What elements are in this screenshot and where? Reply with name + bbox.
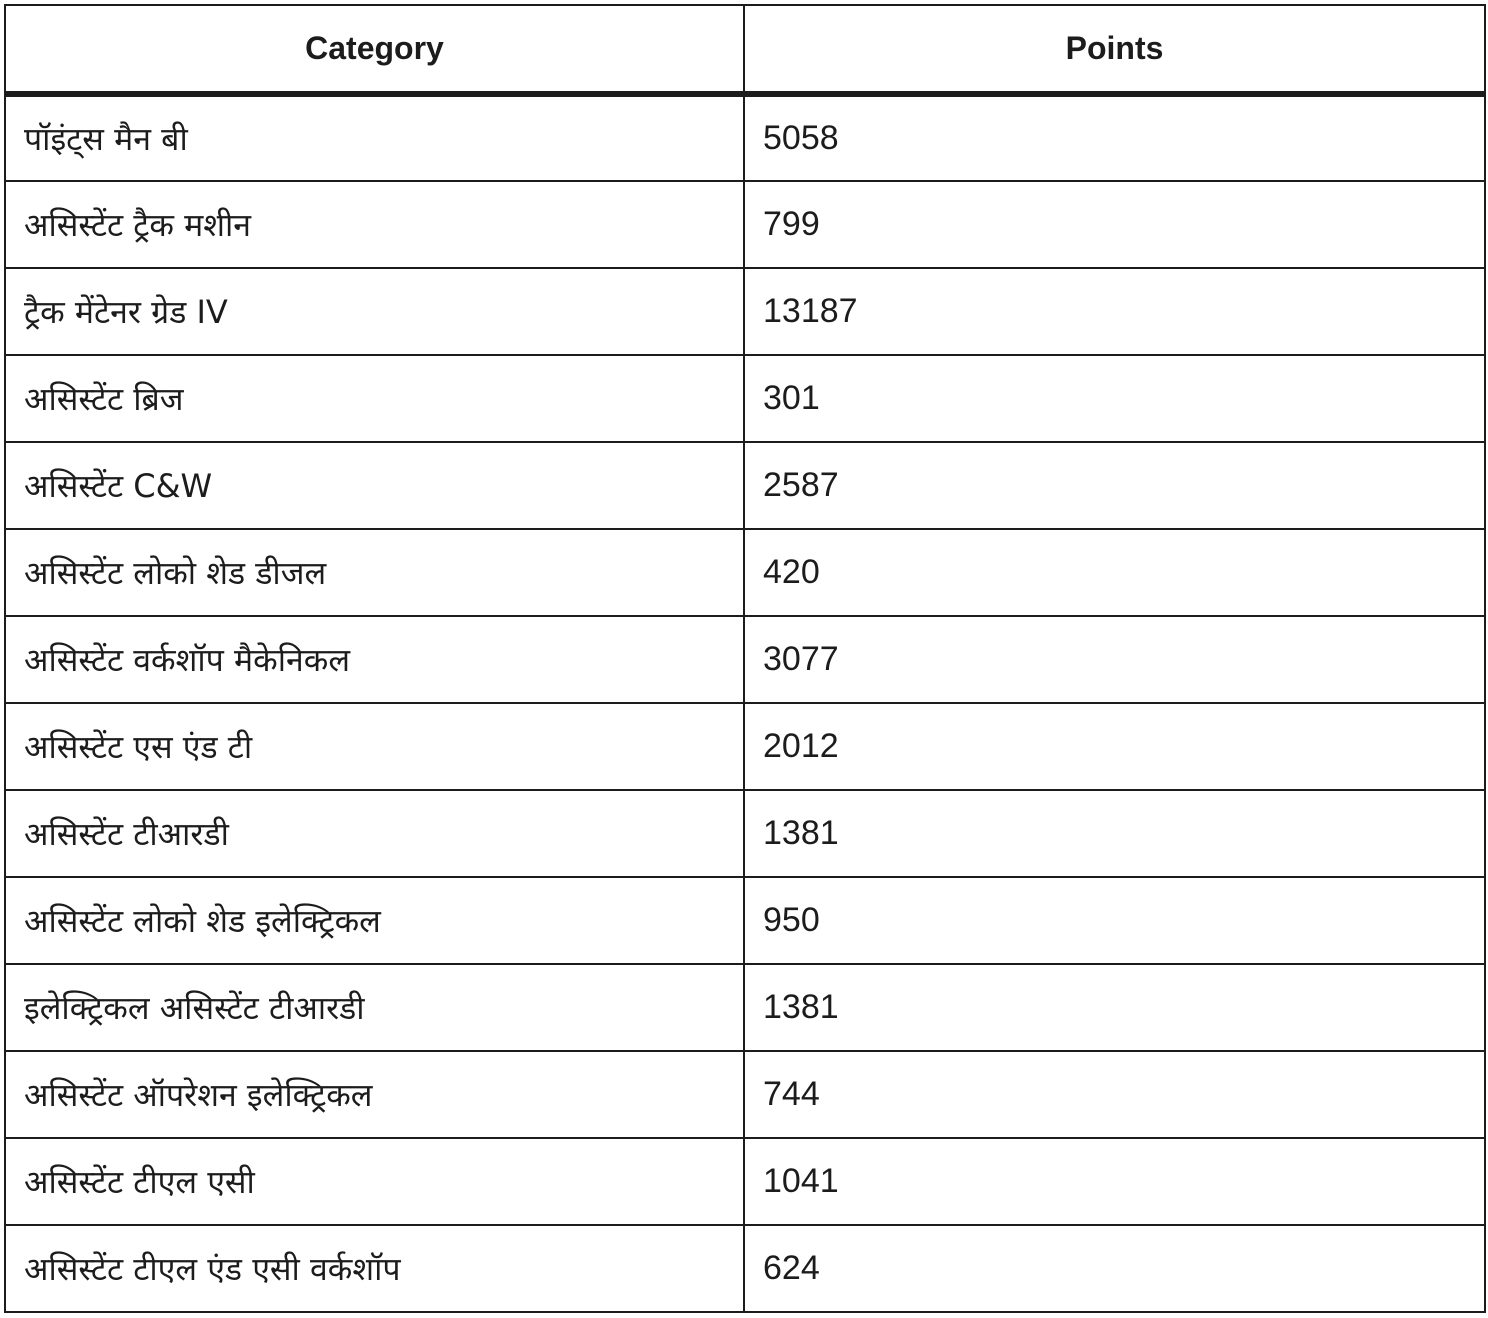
points-cell: 2012 <box>744 703 1485 790</box>
category-cell: असिस्टेंट लोको शेड डीजल <box>5 529 744 616</box>
points-cell: 2587 <box>744 442 1485 529</box>
points-cell: 1381 <box>744 964 1485 1051</box>
table-row <box>5 1225 1485 1312</box>
table-row <box>5 790 1485 877</box>
category-cell: असिस्टेंट C&W <box>5 442 744 529</box>
table-row <box>5 1138 1485 1225</box>
header-row <box>5 5 1485 94</box>
points-cell: 744 <box>744 1051 1485 1138</box>
points-table-container <box>4 4 1484 1313</box>
table-row <box>5 877 1485 964</box>
points-cell: 5058 <box>744 94 1485 181</box>
category-cell: असिस्टेंट ट्रैक मशीन <box>5 181 744 268</box>
points-cell: 799 <box>744 181 1485 268</box>
table-row <box>5 442 1485 529</box>
table-row <box>5 1051 1485 1138</box>
table-row <box>5 529 1485 616</box>
table-header <box>5 5 1485 94</box>
category-cell: असिस्टेंट टीआरडी <box>5 790 744 877</box>
category-cell: असिस्टेंट एस एंड टी <box>5 703 744 790</box>
table-row <box>5 964 1485 1051</box>
category-cell: ट्रैक मेंटेनर ग्रेड IV <box>5 268 744 355</box>
table-row <box>5 94 1485 181</box>
points-cell: 950 <box>744 877 1485 964</box>
category-cell: असिस्टेंट वर्कशॉप मैकेनिकल <box>5 616 744 703</box>
points-cell: 301 <box>744 355 1485 442</box>
category-cell: असिस्टेंट लोको शेड इलेक्ट्रिकल <box>5 877 744 964</box>
category-cell: पॉइंट्स मैन बी <box>5 94 744 181</box>
points-cell: 1381 <box>744 790 1485 877</box>
table-row <box>5 268 1485 355</box>
table-row <box>5 703 1485 790</box>
column-header-points: Points <box>744 5 1485 94</box>
table-row <box>5 355 1485 442</box>
points-cell: 1041 <box>744 1138 1485 1225</box>
table-row <box>5 181 1485 268</box>
points-cell: 13187 <box>744 268 1485 355</box>
column-header-category: Category <box>5 5 744 94</box>
points-cell: 420 <box>744 529 1485 616</box>
category-cell: इलेक्ट्रिकल असिस्टेंट टीआरडी <box>5 964 744 1051</box>
category-cell: असिस्टेंट टीएल एसी <box>5 1138 744 1225</box>
points-cell: 3077 <box>744 616 1485 703</box>
points-table <box>4 4 1486 1313</box>
category-cell: असिस्टेंट टीएल एंड एसी वर्कशॉप <box>5 1225 744 1312</box>
category-cell: असिस्टेंट ब्रिज <box>5 355 744 442</box>
category-cell: असिस्टेंट ऑपरेशन इलेक्ट्रिकल <box>5 1051 744 1138</box>
points-cell: 624 <box>744 1225 1485 1312</box>
table-body <box>5 94 1485 1312</box>
table-row <box>5 616 1485 703</box>
